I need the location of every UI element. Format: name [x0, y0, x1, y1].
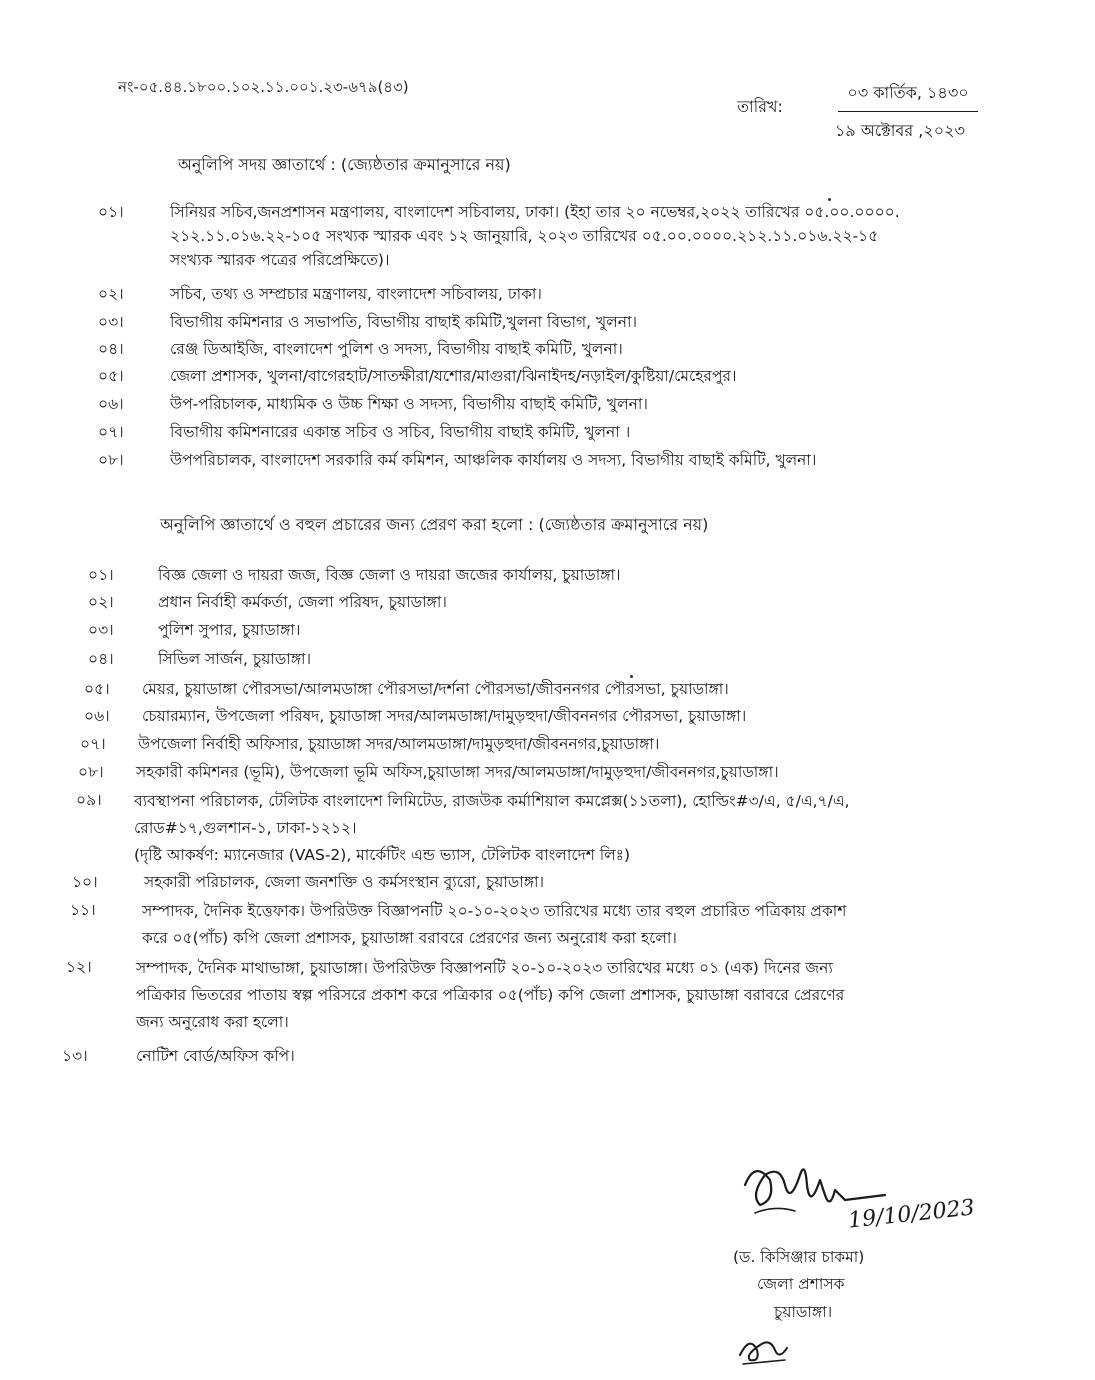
date-english: ১৯ অক্টোবর ,২০২৩: [835, 121, 965, 140]
item-line: বিভাগীয় কমিশনারের একান্ত সচিব ও সচিব, বিভাগীয় বাছাই কমিটি, খুলনা ।: [170, 423, 631, 441]
item-number: ০১।: [88, 566, 114, 584]
item-line: সহকারী পরিচালক, জেলা জনশক্তি ও কর্মসংস্থান ব্যুরো, চুয়াডাঙ্গা।: [144, 873, 545, 891]
item-number: ০৭।: [80, 735, 106, 753]
item-line: রোড#১৭,গুলশান-১, ঢাকা-১২১২।: [134, 819, 357, 837]
item-number: ০৬।: [84, 707, 110, 725]
memo-number: নং-০৫.৪৪.১৮০০.১০২.১১.০০১.২৩-৬৭৯(৪৩): [118, 78, 409, 96]
item-number: ১৩।: [62, 1047, 88, 1065]
item-line: ব্যবস্থাপনা পরিচালক, টেলিটক বাংলাদেশ লিমিটেড, রাজউক কর্মাশিয়াল কমপ্লেক্স(১১তলা), হোল্ডিং#৩/এ, ৫/এ,৭/এ,: [134, 792, 850, 810]
signatory-name: (ড. কিসিঞ্জার চাকমা): [733, 1248, 865, 1266]
item-line: সিভিল সার্জন, চুয়াডাঙ্গা।: [158, 650, 312, 668]
item-line: চেয়ারম্যান, উপজেলা পরিষদ, চুয়াডাঙ্গা সদর/আলমডাঙ্গা/দামুড়হুদা/জীবননগর পৌরসভা, চুয়াডাঙ্গা।: [142, 707, 747, 725]
item-line: ২১২.১১.০১৬.২২-১০৫ সংখ্যক স্মারক এবং ১২ জানুয়ারি, ২০২৩ তারিখের ০৫.০০.০০০০.২১২.১১.০১৬.২২-১৫: [170, 227, 879, 245]
item-number: ০২।: [88, 593, 114, 611]
item-number: ০৪।: [88, 650, 114, 668]
item-number: ০৯।: [76, 791, 102, 809]
item-line: রেঞ্জ ডিআইজি, বাংলাদেশ পুলিশ ও সদস্য, বিভাগীয় বাছাই কমিটি, খুলনা।: [170, 340, 623, 358]
item-line: সংখ্যক স্মারক পত্রের পরিপ্রেক্ষিতে)।: [170, 251, 390, 269]
item-line: সচিব, তথ্য ও সম্প্রচার মন্ত্রণালয়, বাংলাদেশ সচিবালয়, ঢাকা।: [170, 285, 542, 303]
item-number: ০৩।: [88, 621, 114, 639]
item-number: ০৬।: [98, 395, 124, 413]
item-line: সহকারী কমিশনর (ভূমি), উপজেলা ভূমি অফিস,চুয়াডাঙ্গা সদর/আলমডাঙ্গা/দামুড়হুদা/জীবননগর,চুয়াডাঙ্গা।: [136, 763, 779, 781]
item-line: সম্পাদক, দৈনিক ইত্তেফাক। উপরিউক্ত বিজ্ঞাপনটি ২০-১০-২০২৩ তারিখের মধ্যে তার বহুল প্রচারিত পত্রিকায় প্রকাশ: [142, 902, 847, 920]
item-line: করে ০৫(পাঁচ) কপি জেলা প্রশাসক, চুয়াডাঙ্গা বরাবরে প্রেরণের জন্য অনুরোধ করা হলো।: [142, 929, 677, 947]
date-label: তারিখ:: [737, 97, 783, 116]
signatory-title: জেলা প্রশাসক: [757, 1275, 845, 1293]
item-line: পত্রিকার ভিতরের পাতায় স্বল্প পরিসরে প্রকাশ করে পত্রিকার ০৫(পাঁচ) কপি জেলা প্রশাসক, চুয়াডাঙ্গা বরাবরে প্রেরণের: [136, 986, 845, 1004]
item-line: নোটিশ বোর্ড/অফিস কপি।: [136, 1047, 295, 1065]
item-line: উপপরিচালক, বাংলাদেশ সরকারি কর্ম কমিশন, আঞ্চলিক কার্যালয় ও সদস্য, বিভাগীয় বাছাই কমিটি, খুলনা।: [170, 451, 817, 469]
section1-heading: অনুলিপি সদয় জ্ঞাতার্থে : (জ্যেষ্ঠতার ক্রমানুসারে নয়): [178, 155, 511, 174]
item-line: জেলা প্রশাসক, খুলনা/বাগেরহাট/সাতক্ষীরা/যশোর/মাগুরা/ঝিনাইদহ/নড়াইল/কুষ্টিয়া/মেহেরপুর।: [170, 367, 737, 385]
item-line: (দৃষ্টি আকর্ষণ: ম্যানেজার (VAS-2), মার্কেটিং এন্ড ভ্যাস, টেলিটক বাংলাদেশ লিঃ): [134, 846, 631, 864]
signature-date: 19/10/2023: [847, 1195, 976, 1234]
item-number: ১২।: [66, 958, 92, 976]
item-number: ০২।: [98, 285, 124, 303]
signatory-place: চুয়াডাঙ্গা।: [774, 1303, 833, 1321]
item-line: প্রধান নির্বাহী কর্মকর্তা, জেলা পরিষদ, চুয়াডাঙ্গা।: [158, 593, 447, 611]
item-number: ০৮।: [78, 763, 104, 781]
item-number: ১০।: [72, 873, 98, 891]
item-number: ০৫।: [98, 367, 124, 385]
date-bangla: ০৩ কার্তিক, ১৪৩০: [838, 80, 978, 112]
scan-speck: [630, 675, 633, 678]
initial-mark: [735, 1330, 795, 1370]
item-number: ০৭।: [98, 423, 124, 441]
item-line: সম্পাদক, দৈনিক মাথাভাঙ্গা, চুয়াডাঙ্গা। উপরিউক্ত বিজ্ঞাপনটি ২০-১০-২০২৩ তারিখের মধ্যে ০১ (এক) দিনের জন্য: [136, 959, 833, 977]
item-line: উপজেলা নির্বাহী অফিসার, চুয়াডাঙ্গা সদর/আলমডাঙ্গা/দামুড়হুদা/জীবননগর,চুয়াডাঙ্গা।: [138, 735, 660, 753]
item-line: উপ-পরিচালক, মাধ্যমিক ও উচ্চ শিক্ষা ও সদস্য, বিভাগীয় বাছাই কমিটি, খুলনা।: [170, 395, 648, 413]
item-line: পুলিশ সুপার, চুয়াডাঙ্গা।: [158, 621, 301, 639]
item-line: বিজ্ঞ জেলা ও দায়রা জজ, বিজ্ঞ জেলা ও দায়রা জজের কার্যালয়, চুয়াডাঙ্গা।: [158, 566, 621, 584]
item-number: ০১।: [98, 203, 124, 221]
item-line: সিনিয়র সচিব,জনপ্রশাসন মন্ত্রণালয়, বাংলাদেশ সচিবালয়, ঢাকা। (ইহা তার ২০ নভেম্বর,২০২২ তারিখের ০৫.০০.০০০০.: [170, 203, 900, 221]
item-number: ০৪।: [98, 340, 124, 358]
item-number: ০৩।: [98, 313, 124, 331]
item-line: বিভাগীয় কমিশনার ও সভাপতি, বিভাগীয় বাছাই কমিটি,খুলনা বিভাগ, খুলনা।: [170, 313, 638, 331]
scan-speck: [828, 198, 831, 201]
item-number: ০৫।: [84, 680, 110, 698]
item-number: ০৮।: [98, 451, 124, 469]
item-number: ১১।: [70, 901, 96, 919]
section2-heading: অনুলিপি জ্ঞাতার্থে ও বহুল প্রচারের জন্য প্রেরণ করা হলো : (জ্যেষ্ঠতার ক্রমানুসারে নয়): [160, 515, 709, 534]
item-line: জন্য অনুরোধ করা হলো।: [136, 1013, 289, 1031]
item-line: মেয়র, চুয়াডাঙ্গা পৌরসভা/আলমডাঙ্গা পৌরসভা/দর্শনা পৌরসভা/জীবননগর পৌরসভা, চুয়াডাঙ্গা।: [142, 680, 729, 698]
